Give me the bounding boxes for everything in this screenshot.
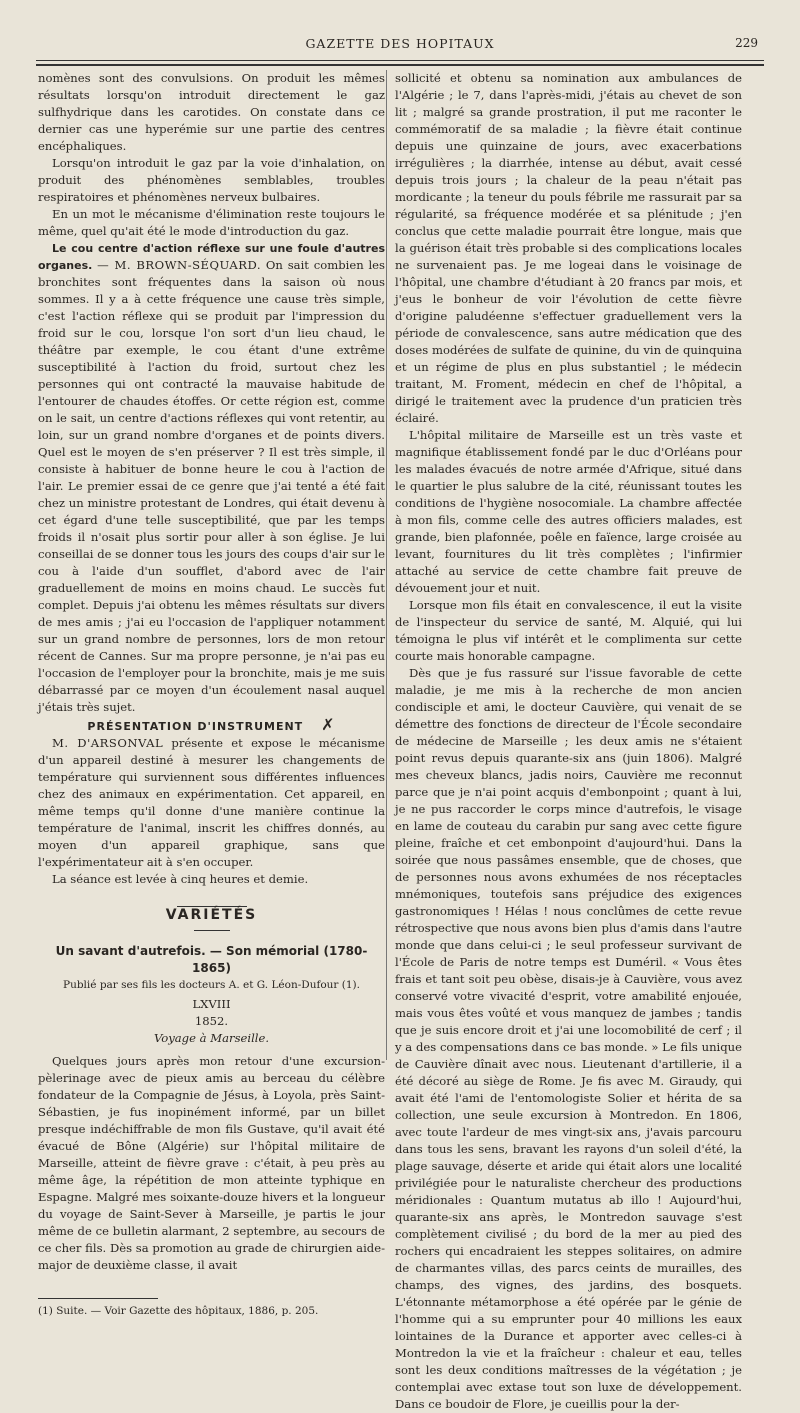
handwritten-mark-icon: ✗	[308, 715, 336, 734]
author-name: — M. BROWN-SÉQUARD.	[97, 258, 262, 272]
paragraph: En un mot le mécanisme d'élimination reste toujours le même, quel qu'ait été le mode d'introduction du gaz.	[38, 207, 385, 238]
paragraph: La séance est levée à cinq heures et demie.	[52, 872, 309, 886]
varietes-heading: VARIÉTÉS	[165, 907, 258, 923]
chapter-year: 1852.	[194, 1014, 229, 1028]
header-rule-thick	[36, 64, 764, 66]
column-divider	[386, 70, 387, 1060]
section-paragraph	[38, 240, 385, 716]
paragraph: L'hôpital militaire de Marseille est un très vaste et magnifique établissement fondé par le duc d'Orléans pour les malades évacués de notre armée d'Afrique, situé dans le quartier le plus salubre de la cité, réunissant toutes les conditions de l'hygiène nosocomiale. La chambre affectée à mon fils, comme celle des autres officiers malades, est grande, bien plafonnée, poêle en faïence, large croisée au levant, fournitures du lit très complètes ; l'infirmier attaché au service de cette chambre fait preuve de dévouement jour et nuit.	[395, 428, 742, 595]
article-subtitle: Publié par ses fils les docteurs A. et G. Léon-Dufour (1).	[63, 979, 360, 991]
paragraph-text: présente et expose le mécanisme d'un appareil destiné à mesurer les changements de température qui surviennent sous différentes influences chez des animaux en expérimentation. Cet appareil, en même temps qu'il donne d'une manière continue la température de l'animal, inscrit les chiffres donnés, au moyen d'un appareil graphique, sans que l'expérimentateur ait à s'en occuper.	[38, 736, 386, 869]
section-heading	[38, 716, 385, 735]
paragraph: nomènes sont des convulsions. On produit les mêmes résultats lorsqu'on introduit directement le gaz sulfhydrique dans les carotides. On constate dans ce dernier cas une hyperémie sur une partie des centres encéphaliques.	[38, 71, 385, 153]
paragraph: Lorsqu'on introduit le gaz par la voie d'inhalation, on produit des phénomènes semblables, troubles respiratoires et phénomènes nerveux bulbaires.	[38, 156, 385, 204]
article-title: Un savant d'autrefois. — Son mémorial (1780-1865)	[55, 944, 368, 975]
paragraph: Dès que je fus rassuré sur l'issue favorable de cette maladie, je me mis à la recherche de mon ancien condisciple et ami, le docteur Cauvière, qui venait de se démettre des fonctions de directeur de l'École secondaire de médecine de Marseille ; les deux amis ne s'étaient point revus depuis quarante-six ans (juin 1806). Malgré mes cheveux blancs, jadis noirs, Cauvière me reconnut parce que je n'ai point acquis d'embonpoint ; quant à lui, je ne pus raccorder le corps mince d'autrefois, le visage en lame de couteau du carabin pur sang avec cette figure pleine, fraîche et cet embonpoint d'aujourd'hui. Dans la soirée que nous passâmes ensemble, que de choses, que de personnes nous avons exhumées de nos réceptacles mnémoniques, toutefois sans préjudice des exigences gastronomiques ! Hélas ! nous conclûmes de cette revue rétrospective que nous avons bien plus d'amis dans l'autre monde que dans celui-ci ; le seul professeur survivant de l'École de Paris de notre temps est Duméril. « Vous êtes frais et tant soit peu obèse, disais-je à Cauvière, vous avez conservé votre vivacité d'esprit, votre amabilité enjouée, mais vous êtes voûté et vous manquez de jambes ; tandis que je suis encore droit et j'ai une locomobilité de cerf ; il y a des compensations dans ce bas monde. » Le fils unique de Cauvière dînait avec nous. Lieutenant d'artillerie, il a été décoré au siège de Rome. Je fis avec M. Giraudy, qui avait été l'ami de l'entomologiste Solier et hérita de sa collection, une seule excursion à Montredon. En 1806, avec toute l'ardeur de mes vingt-six ans, j'avais parcouru dans tous les sens, bravant les rayons d'un soleil d'été, la plage sauvage, déserte et aride qui était alors une localité privilégiée pour le naturaliste chercheur des productions méridionales : Quantum mutatus ab illo ! Aujourd'hui, quarante-six ans après, le Montredon sauvage s'est complètement civilisé ; du bord de la mer au pied des rochers qui encadraient les steppes solitaires, on admire de charmantes villas, des parcs ceints de murailles, des champs, des vignes, des jardins, des bosquets. L'étonnante métamorphose a été opérée par le génie de l'homme qui a su emprunter pour 40 millions les eaux lointaines de la Durance et apporter avec celles-ci à Montredon la vie et la fraîcheur : chaleur et eau, telles sont les deux conditions maîtresses de la végétation ; je contemplai avec extase tout son luxe de développement. Dans ce boudoir de Flore, je cueillis pour la der-	[395, 666, 742, 1411]
paragraph: sollicité et obtenu sa nomination aux ambulances de l'Algérie ; le 7, dans l'après-midi, j'étais au chevet de son lit ; malgré sa grande prostration, il put me raconter le commémoratif de sa maladie ; la fièvre était continue depuis une quinzaine de jours, avec exacerbations irrégulières ; la diarrhée, intense au début, avait cessé depuis trois jours ; la chaleur de la peau n'était pas mordicante ; la teneur du pouls fébrile me rassurait par sa régularité, sa fréquence modérée et sa plénitude ; j'en conclus que cette maladie pourrait être longue, mais que la guérison était très probable si des complications locales ne survenaient pas. Je me logeai dans le voisinage de l'hôpital, une chambre d'étudiant à 20 francs par mois, et j'eus le bonheur de voir l'évolution de cette fièvre d'origine paludéenne s'effectuer graduellement vers la période de convalescence, sans autre médication que des doses modérées de sulfate de quinine, du vin de quinquina et un régime de plus en plus substantiel ; le médecin traitant, M. Froment, médecin en chef de l'hôpital, a dirigé le traitement avec la prudence d'un praticien très éclairé.	[395, 71, 742, 425]
page-header	[36, 34, 764, 54]
right-column	[395, 70, 742, 1413]
heading-rule	[194, 930, 230, 931]
section-heading: Le cou centre d'action réflexe sur une foule d'autres organes.	[38, 242, 385, 272]
journal-title: GAZETTE DES HOPITAUX	[305, 36, 495, 51]
header-rule	[36, 60, 764, 61]
chapter-number: LXVIII	[192, 997, 231, 1011]
left-column	[38, 70, 385, 1320]
footnote-rule	[38, 1298, 158, 1299]
footnote: (1) Suite. — Voir Gazette des hôpitaux, 1886, p. 205.	[38, 1305, 319, 1317]
page-number: 229	[735, 36, 758, 50]
paragraph: Quelques jours après mon retour d'une excursion-pèlerinage avec de pieux amis au berceau du célèbre fondateur de la Compagnie de Jésus, à Loyola, près Saint-Sébastien, je fus inopinément informé, par un billet presque indéchiffrable de mon fils Gustave, qu'il avait été évacué de Bône (Algérie) sur l'hôpital militaire de Marseille, atteint de fièvre grave : c'était, à peu près au même âge, la répétition de mon atteinte typhique en Espagne. Malgré mes soixante-douze hivers et la longueur du voyage de Saint-Sever à Marseille, je partis le jour même de ce bulletin alarmant, 2 septembre, au secours de ce cher fils. Dès sa promotion au grade de chirurgien aide-major de deuxième classe, il avait	[38, 1054, 385, 1272]
author-name: M. D'ARSONVAL	[52, 736, 164, 750]
paragraph: Lorsque mon fils était en convalescence, il eut la visite de l'inspecteur du service de santé, M. Alquié, qui lui témoigna le plus vif intérêt et le complimenta sur cette courte mais honorable campagne.	[395, 598, 742, 663]
paragraph-text: On sait combien les bronchites sont fréquentes dans la saison où nous sommes. Il y a à cette fréquence une cause très simple, c'est l'action réflexe qui se produit par l'impression du froid sur le cou, lorsque l'on sort d'un lieu chaud, le théâtre par exemple, le cou étant d'une extrême susceptibilité à l'action du froid, surtout chez les personnes qui ont contracté la mauvaise habitude de l'entourer de chaudes étoffes. Or cette région est, comme on le sait, un centre d'actions réflexes qui vont retentir, au loin, sur un grand nombre d'organes et de points divers. Quel est le moyen de s'en préserver ? Il est très simple, il consiste à habituer de bonne heure le cou à l'action de l'air. Le premier essai de ce genre que j'ai tenté a été fait chez un ministre protestant de Londres, qui était devenu à cet égard d'une telle susceptibilité, que par les temps froids il n'osait plus sortir pour aller à son église. Je lui conseillai de se donner tous les jours des coups d'air sur le cou à l'aide d'un soufflet, d'abord avec de l'air graduellement de moins en moins chaud. Le succès fut complet. Depuis j'ai obtenu les mêmes résultats sur divers de mes amis ; j'ai eu l'occasion de l'appliquer notamment sur un grand nombre de personnes, lors de mon retour récent de Cannes. Sur ma propre personne, je n'ai pas eu l'occasion de l'employer pour la bronchite, mais je me suis débarrassé par ce moyen d'un écoulement nasal auquel j'étais très sujet.	[38, 258, 385, 714]
presentation-heading: PRÉSENTATION D'INSTRUMENT	[87, 720, 304, 733]
section-paragraph	[38, 735, 385, 871]
chapter-title: Voyage à Marseille.	[153, 1031, 270, 1045]
